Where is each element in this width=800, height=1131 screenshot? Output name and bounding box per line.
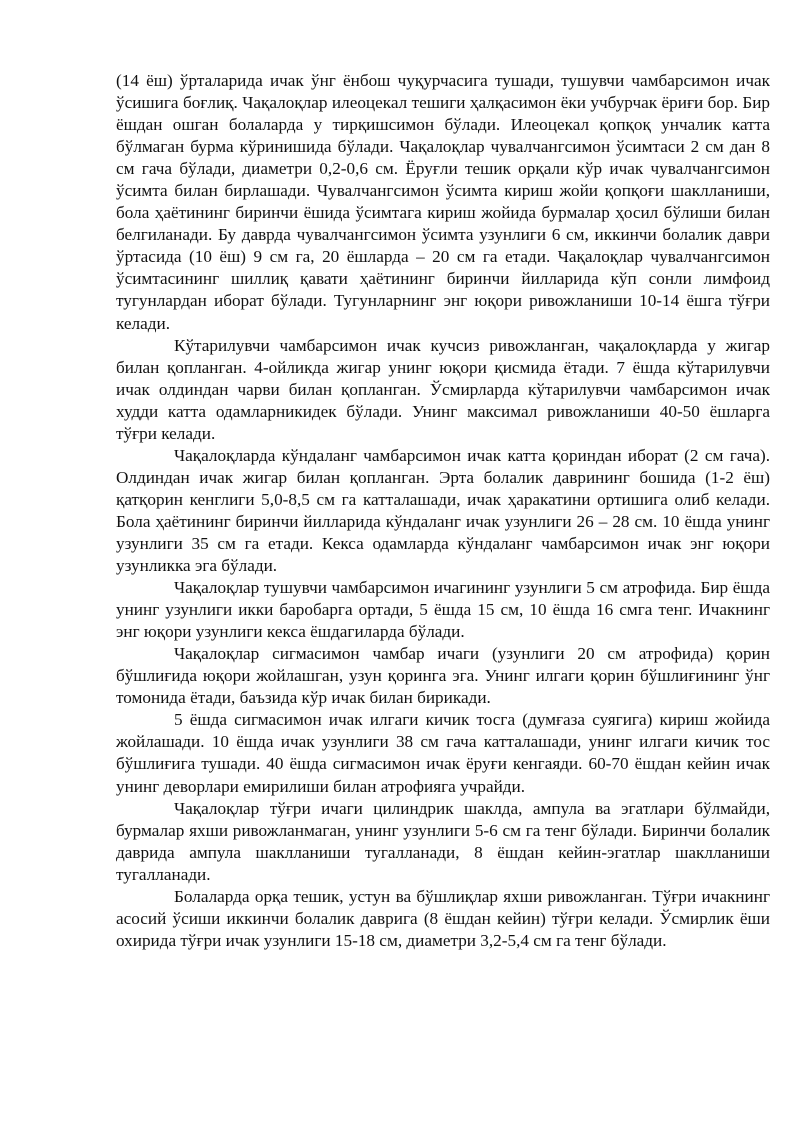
- paragraph-rectum-growth: Болаларда орқа тешик, устун ва бўшлиқлар яхши ривожланган. Тўғри ичакнинг асосий ўсиши иккинчи болалик даврига (8 ёшдан кейин) тўғри келади. Ўсмирлик ёши охирида тўғри ичак узунлиги 15-18 см, диаметри 3,2-5,4 см га тенг бўлади.: [116, 886, 770, 950]
- paragraph-sigmoid-colon: Чақалоқлар сигмасимон чамбар ичаги (узунлиги 20 см атрофида) қорин бўшлиғида юқори жойлашган, узун қорингa эга. Унинг илгаги қорин бўшлиғининг ўнг томонида ётади, баъзида кўр ичак билан бирикади.: [116, 644, 770, 708]
- paragraph-cecum-appendix: (14 ёш) ўрталарида ичак ўнг ёнбош чуқурчасига тушади, тушувчи чамбарсимон ичак ўсишига боғлиқ. Чақалоқлар илеоцекал тешиги ҳалқасимон ёки учбурчак ёриғи бор. Бир ёшдан ошган болаларда у тирқишсимон бўлади. Илеоцекал қопқоқ унчалик катта бўлмаган бурма кўринишида бўлади. Чақалоқлар чувалчангсимон ўсимтаси 2 см дан 8 см гача бўлади, диаметри 0,2-0,6 см. Ёруғли тешик орқали кўр ичак чувалчангсимон ўсимта билан бирлашади. Чувалчангсимон ўсимта кириш жойи қопқоғи шаклланиши, бола ҳаётининг биринчи ёшида ўсимтага кириш жойида бурмалар ҳосил бўлиши билан белгиланади. Бу даврда чувалчангсимон ўсимта узунлиги 6 см, иккинчи болалик даври ўртасида (10 ёш) 9 см га, 20 ёшларда – 20 см га етади. Чақалоқлар чувалчангсимон ўсимтасининг шиллиқ қавати ҳаётининг биринчи йилларида кўп сонли лимфоид тугунлардан иборат бўлади. Тугунларнинг энг юқори ривожланиши 10-14 ёшга тўғри келади.: [116, 71, 770, 333]
- paragraph-sigmoid-loop: 5 ёшда сигмасимон ичак илгаги кичик тосга (думғаза суягига) кириш жойида жойлашади. 10 ёшда ичак узунлиги 38 см гача катталашади, унинг илгаги кичик тос бўшлиғига тушади. 40 ёшда сигмасимон ичак ёруғи кенгаяди. 60-70 ёшдан кейин ичак унинг деворлари емирилиши билан атрофияга учрайди.: [116, 710, 770, 796]
- paragraph-descending-colon: Чақалоқлар тушувчи чамбарсимон ичагининг узунлиги 5 см атрофида. Бир ёшда унинг узунлиги икки баробарга ортади, 5 ёшда 15 см, 10 ёшда 16 смга тенг. Ичакнинг энг юқори узунлиги кекса ёшдагиларда бўлади.: [116, 578, 770, 642]
- paragraph-transverse-colon: Чақалоқларда кўндаланг чамбарсимон ичак катта қориндан иборат (2 см гача). Олдиндан ичак жигар билан қопланган. Эрта болалик даврининг бошида (1-2 ёш) қатқорин кенглиги 5,0-8,5 см га катталашади, ичак ҳаракатини ортишига олиб келади. Бола ҳаётининг биринчи йилларида кўндаланг ичак узунлиги 26 – 28 см. 10 ёшда унинг узунлиги 35 см га етади. Кекса одамларда кўндаланг чамбарсимон ичак энг юқори узунликка эга бўлади.: [116, 445, 770, 576]
- paragraph-rectum-newborn: Чақалоқлар тўғри ичаги цилиндрик шаклда, ампула ва эгатлари бўлмайди, бурмалар яхши ривожланмаган, унинг узунлиги 5-6 см га тенг бўлади. Биринчи болалик даврида ампула шаклланиши тугалланади, 8 ёшдан кейин-эгатлар шаклланиши тугалланади.: [116, 798, 770, 884]
- paragraph-ascending-colon: Кўтарилувчи чамбарсимон ичак кучсиз ривожланган, чақалоқларда у жигар билан қопланган. 4-ойликда жигар унинг юқори қисмида ётади. 7 ёшда кўтарилувчи ичак олдиндан чарви билан қопланган. Ўсмирларда кўтарилувчи чамбарсимон ичак худди катта одамларникидек бўлади. Унинг максимал ривожланиши 40-50 ёшларга тўғри келади.: [116, 335, 770, 443]
- document-page: [116, 70, 770, 952]
